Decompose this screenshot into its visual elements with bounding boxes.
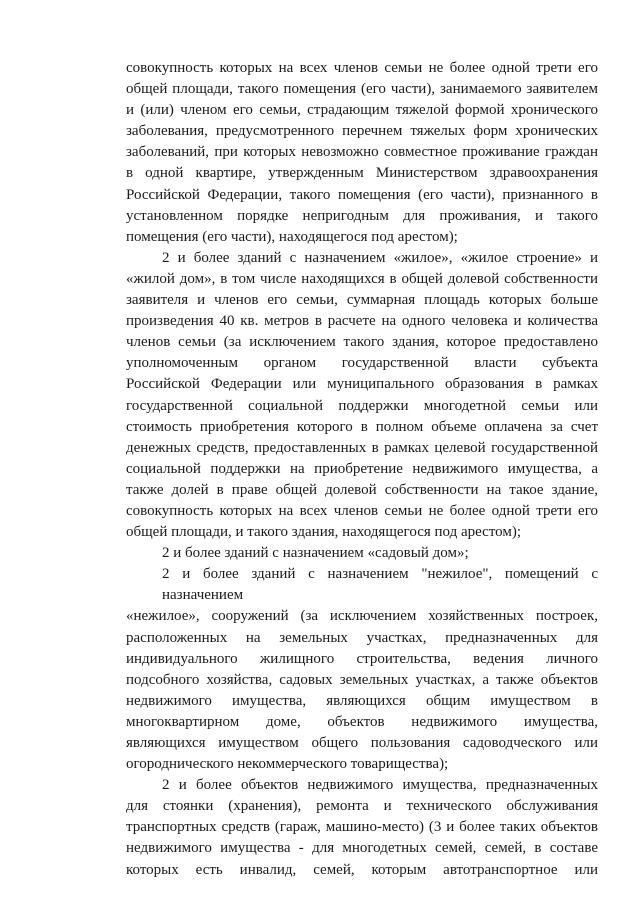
text-line: Российской Федерации или муниципального образования в рамках — [126, 376, 598, 393]
text-line: 2 и более зданий с назначением «жилое», «жилое строение» и — [162, 249, 598, 266]
text-line: Российской Федерации, такого помещения (его части), признанного в — [126, 186, 598, 203]
text-line: «нежилое», сооружений (за исключением хозяйственных построек, — [126, 608, 598, 625]
text-line: назначением — [162, 587, 244, 604]
text-line: членов семьи (за исключением такого здания, которое предоставлено — [126, 334, 598, 351]
text-line: заболеваний, при которых невозможно совместное проживание граждан — [126, 144, 598, 161]
text-line: и (или) членом его семьи, страдающим тяжелой формой хронического — [126, 102, 598, 119]
text-line: социальной поддержки на приобретение недвижимого имущества, а — [126, 460, 598, 477]
text-line: огороднического некоммерческого товарищества); — [126, 756, 449, 773]
text-line: недвижимого имущества, являющихся общим имуществом в — [126, 692, 598, 709]
text-line: в одной квартире, утвержденным Министерством здравоохранения — [126, 165, 598, 182]
text-line: подсобного хозяйства, садовых земельных участках, а также объектов — [126, 671, 598, 688]
text-line: 2 и более зданий с назначением «садовый дом»; — [162, 545, 469, 562]
text-line: которых есть инвалид, семей, которым автотранспортное или — [126, 861, 598, 878]
text-line: совокупность которых на всех членов семьи не более одной трети его — [126, 502, 598, 519]
text-line: являющихся имуществом общего пользования садоводческого или — [126, 735, 598, 751]
text-line: совокупность которых на всех членов семьи не более одной трети его — [126, 60, 598, 76]
text-line: государственной социальной поддержки многодетной семьи или — [126, 397, 598, 414]
text-line: помещения (его части), находящегося под арестом); — [126, 228, 458, 245]
text-line: заявителя и членов его семьи, суммарная площадь которых больше — [126, 292, 598, 309]
text-line: также долей в праве общей долевой собственности на такое здание, — [126, 481, 598, 498]
text-line: индивидуального жилищного строительства, ведения личного — [126, 650, 598, 667]
text-line: уполномоченным органом государственной власти субъекта — [126, 355, 598, 372]
text-line: недвижимого имущества - для многодетных семей, семей, в составе — [126, 840, 598, 857]
text-line: заболевания, предусмотренного перечнем тяжелых форм хронических — [126, 123, 598, 140]
text-line: расположенных на земельных участках, предназначенных для — [126, 629, 598, 646]
text-line: стоимость приобретения которого в полном объеме оплачена за счет — [126, 418, 598, 435]
text-line: 2 и более зданий с назначением "нежилое", помещений с — [162, 566, 598, 583]
document-body — [126, 58, 598, 881]
text-line: установленном порядке непригодным для проживания, и такого — [126, 207, 598, 224]
text-line: общей площади, такого помещения (его части), занимаемого заявителем — [126, 81, 598, 98]
text-line: произведения 40 кв. метров в расчете на одного человека и количества — [126, 313, 598, 330]
text-line: многоквартирном доме, объектов недвижимого имущества, — [126, 713, 598, 730]
text-line: общей площади, и такого здания, находящегося под арестом); — [126, 524, 522, 541]
text-line: транспортных средств (гараж, машино-место) (3 и более таких объектов — [126, 819, 598, 836]
text-line: «жилой дом», в том числе находящихся в общей долевой собственности — [126, 270, 598, 287]
text-line: 2 и более объектов недвижимого имущества, предназначенных — [162, 777, 598, 794]
text-line: денежных средств, предоставленных в рамках целевой государственной — [126, 439, 598, 456]
text-line: для стоянки (хранения), ремонта и технического обслуживания — [126, 798, 598, 815]
